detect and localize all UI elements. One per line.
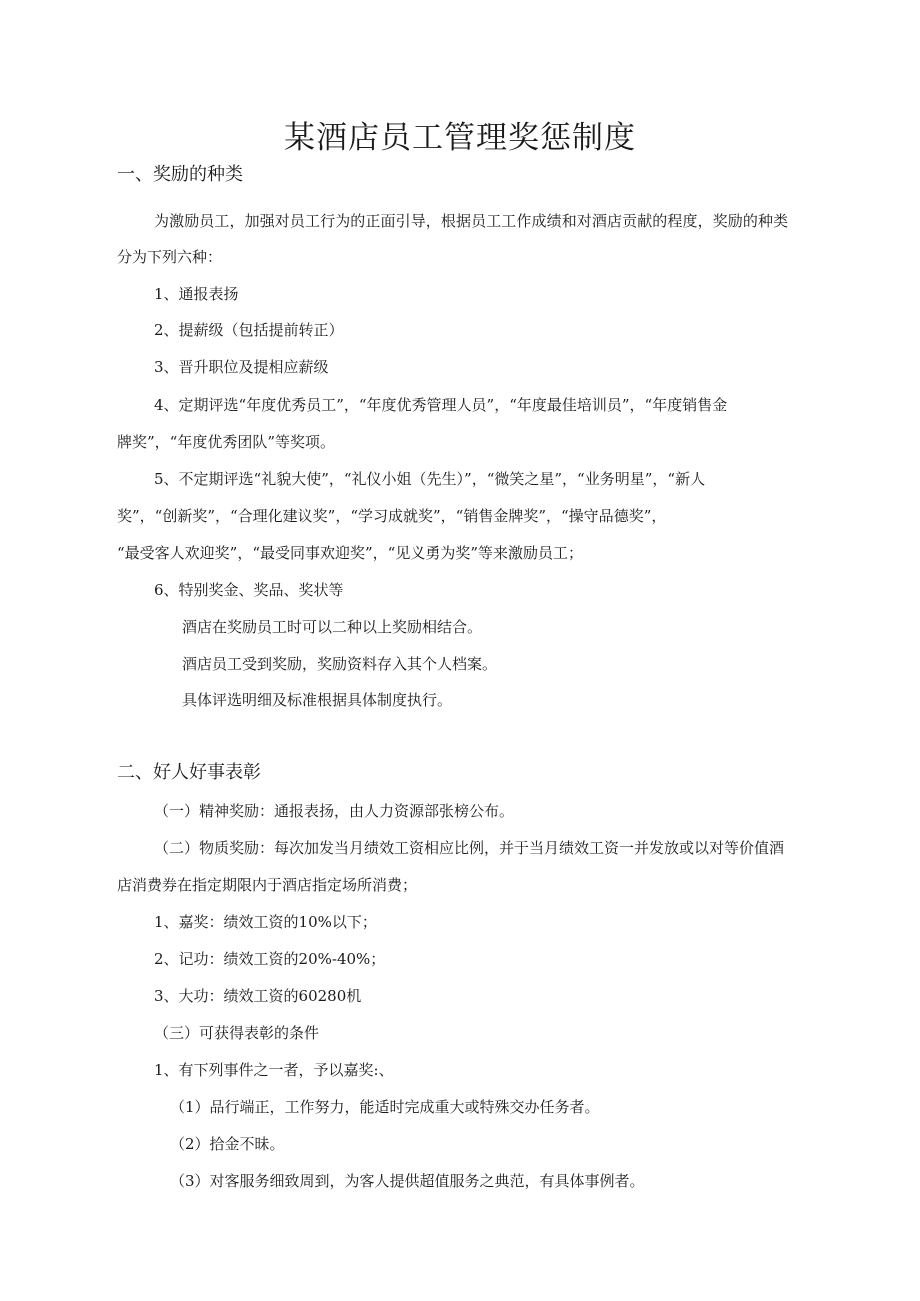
paragraph-line: 为激励员工，加强对员工行为的正面引导，根据员工工作成绩和对酒店贡献的程度，奖励的种类 xyxy=(154,212,789,230)
section-heading-rewards: 一、奖励的种类 xyxy=(117,164,243,185)
note-line: 酒店员工受到奖励，奖励资料存入其个人档案。 xyxy=(182,655,498,673)
list-item: 2、记功：绩效工资的20%-40%； xyxy=(154,950,386,968)
note-line: 酒店在奖励员工时可以二种以上奖励相结合。 xyxy=(182,618,483,636)
list-item: 1、嘉奖：绩效工资的10%以下； xyxy=(154,913,377,931)
sub-list-item: （1）品行端正，工作努力，能适时完成重大或特殊交办任务者。 xyxy=(170,1098,600,1116)
list-item: 3、大功：绩效工资的60280机 xyxy=(154,987,362,1005)
paragraph-line: 分为下列六种： xyxy=(117,248,223,266)
sub-list-item: （2）拾金不昧。 xyxy=(170,1135,285,1153)
subsection-heading: （三）可获得表彰的条件 xyxy=(154,1024,320,1042)
list-item-continuation: 牌奖”，“年度优秀团队”等奖项。 xyxy=(117,433,336,451)
section-heading-good-deeds: 二、好人好事表彰 xyxy=(117,762,261,783)
document-title: 某酒店员工管理奖惩制度 xyxy=(284,120,636,156)
paragraph-line: （二）物质奖励：每次加发当月绩效工资相应比例，并于当月绩效工资一并发放或以对等价值酒 xyxy=(154,839,785,857)
sub-list-item: （3）对客服务细致周到，为客人提供超值服务之典范，有具体事例者。 xyxy=(170,1172,645,1190)
list-item-continuation: 奖”，“创新奖”，“合理化建议奖”，“学习成就奖”，“销售金牌奖”，“操守品德奖”， xyxy=(117,507,667,525)
list-item: 1、有下列事件之一者，予以嘉奖:、 xyxy=(154,1061,394,1079)
list-item: 5、不定期评选“礼貌大使”，“礼仪小姐（先生）”，“微笑之星”，“业务明星”，“新人 xyxy=(154,470,706,488)
list-item: 1、通报表扬 xyxy=(154,285,239,303)
list-item: 2、提薪级（包括提前转正） xyxy=(154,321,344,339)
paragraph-line: （一）精神奖励：通报表扬，由人力资源部张榜公布。 xyxy=(154,802,515,820)
list-item: 6、特别奖金、奖品、奖状等 xyxy=(154,581,344,599)
note-line: 具体评选明细及标准根据具体制度执行。 xyxy=(182,691,453,709)
list-item-continuation: “最受客人欢迎奖”，“最受同事欢迎奖”，“见义勇为奖”等来激励员工； xyxy=(117,544,584,562)
paragraph-line: 店消费券在指定期限内于酒店指定场所消费； xyxy=(117,876,418,894)
list-item: 3、晋升职位及提相应薪级 xyxy=(154,358,329,376)
list-item: 4、定期评选“年度优秀员工”，“年度优秀管理人员”，“年度最佳培训员”，“年度销售金 xyxy=(154,396,728,414)
